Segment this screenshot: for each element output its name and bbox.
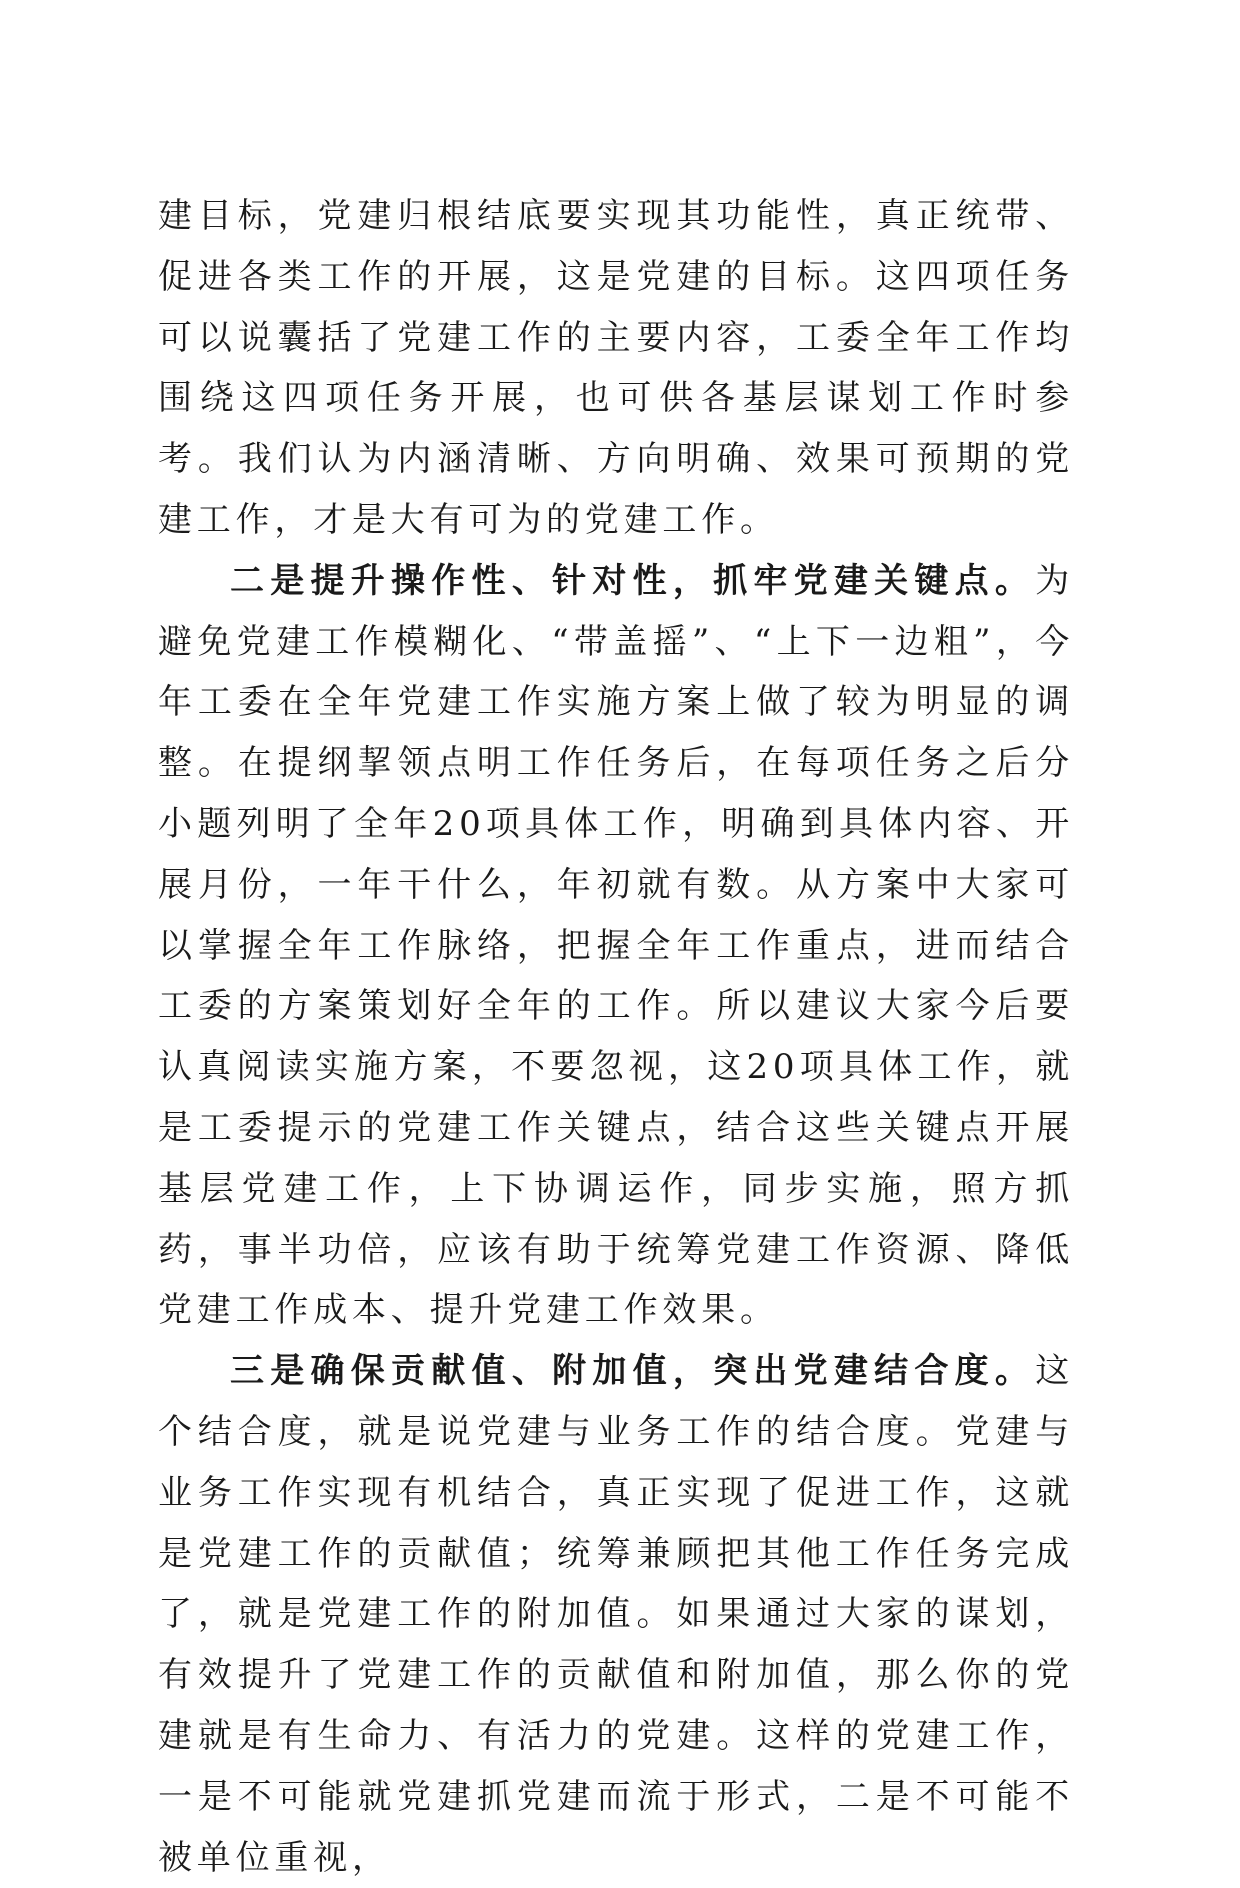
document-body: [158, 186, 1074, 1888]
paragraph-3-heading: 三是确保贡献值、附加值，突出党建结合度。: [230, 1351, 1036, 1392]
paragraph-2: [158, 551, 1074, 1341]
paragraph-3-text: 这个结合度，就是说党建与业务工作的结合度。党建与业务工作实现有机结合，真正实现了促进工作，这就是党建工作的贡献值；统筹兼顾把其他工作任务完成了，就是党建工作的附加值。如果通过大家的谋划，有效提升了党建工作的贡献值和附加值，那么你的党建就是有生命力、有活力的党建。这样的党建工作，一是不可能就党建抓党建而流于形式，二是不可能不被单位重视，: [158, 1351, 1074, 1878]
paragraph-3: [158, 1341, 1074, 1888]
paragraph-2-heading: 二是提升操作性、针对性，抓牢党建关键点。: [230, 560, 1036, 601]
paragraph-2-text: 为避免党建工作模糊化、“带盖摇”、“上下一边粗”，今年工委在全年党建工作实施方案上做了较为明显的调整。在提纲挈领点明工作任务后，在每项任务之后分小题列明了全年20项具体工作，明确到具体内容、开展月份，一年干什么，年初就有数。从方案中大家可以掌握全年工作脉络，把握全年工作重点，进而结合工委的方案策划好全年的工作。所以建议大家今后要认真阅读实施方案，不要忽视，这20项具体工作，就是工委提示的党建工作关键点，结合这些关键点开展基层党建工作，上下协调运作，同步实施，照方抓药，事半功倍，应该有助于统筹党建工作资源、降低党建工作成本、提升党建工作效果。: [158, 560, 1074, 1331]
paragraph-1-text: 建目标，党建归根结底要实现其功能性，真正统带、促进各类工作的开展，这是党建的目标。这四项任务可以说囊括了党建工作的主要内容，工委全年工作均围绕这四项任务开展，也可供各基层谋划工作时参考。我们认为内涵清晰、方向明确、效果可预期的党建工作，才是大有可为的党建工作。: [158, 196, 1074, 540]
paragraph-1: [158, 186, 1074, 551]
